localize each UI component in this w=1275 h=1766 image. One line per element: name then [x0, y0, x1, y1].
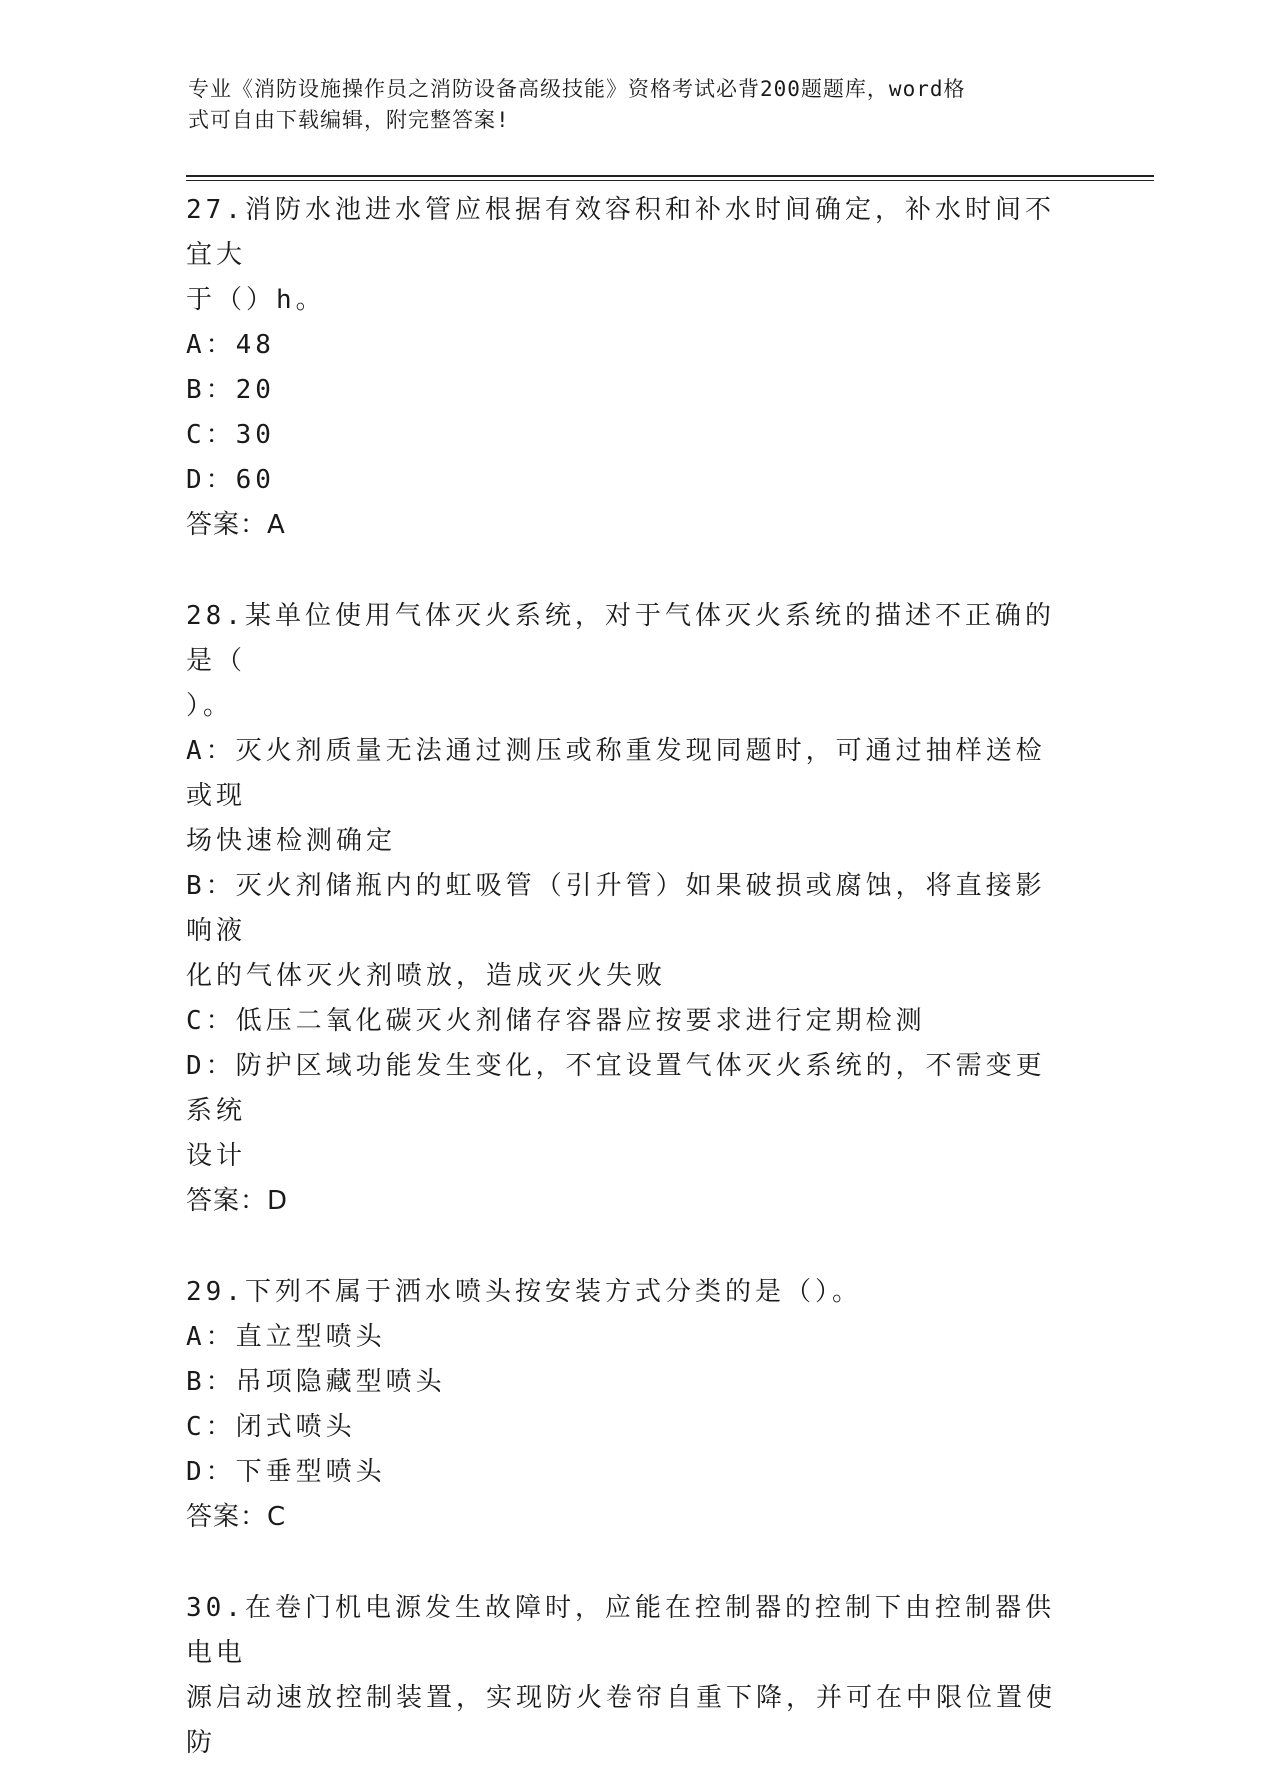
document-header: [188, 74, 1068, 136]
option-a: A：直立型喷头: [186, 1322, 386, 1352]
option-a-cont: 场快速检测确定: [186, 826, 397, 856]
option-b: B：灭火剂储瓶内的虹吸管（引升管）如果破损或腐蚀，将直接影响液: [186, 871, 1046, 946]
option-a: A：48: [186, 330, 275, 360]
option-d: D：60: [186, 465, 275, 495]
header-divider-thin: [186, 180, 1154, 181]
answer: 答案：A: [186, 510, 286, 540]
question-27: [186, 188, 1066, 548]
answer: 答案：C: [186, 1502, 287, 1532]
question-28: [186, 594, 1066, 1224]
option-d: D：下垂型喷头: [186, 1457, 386, 1487]
question-30: [186, 1586, 1066, 1766]
option-b-cont: 化的气体灭火剂喷放，造成灭火失败: [186, 961, 667, 991]
header-line-2: 式可自由下载编辑，附完整答案!: [188, 108, 510, 132]
option-a: A：灭火剂质量无法通过测压或称重发现同题时，可通过抽样送检或现: [186, 736, 1046, 811]
question-stem-line: ）。: [186, 691, 234, 721]
header-line-1: 专业《消防设施操作员之消防设备高级技能》资格考试必背200题题库，word格: [188, 77, 966, 101]
question-stem-line: 30.在卷门机电源发生故障时，应能在控制器的控制下由控制器供电电: [186, 1593, 1055, 1668]
question-stem-line: 27.消防水池进水管应根据有效容积和补水时间确定，补水时间不宜大: [186, 195, 1055, 270]
question-stem-line: 源启动速放控制装置，实现防火卷帘自重下降，并可在中限位置使防: [186, 1683, 1057, 1758]
question-29: [186, 1270, 1066, 1540]
question-stem-line: 于（）h。: [186, 285, 326, 315]
option-d-cont: 设计: [186, 1141, 247, 1171]
option-c: C：低压二氧化碳灭火剂储存容器应按要求进行定期检测: [186, 1006, 926, 1036]
question-list: [186, 188, 1066, 1766]
option-d: D：防护区域功能发生变化，不宜设置气体灭火系统的，不需变更系统: [186, 1051, 1046, 1126]
option-b: B：吊项隐藏型喷头: [186, 1367, 446, 1397]
question-stem-line: 28.某单位使用气体灭火系统，对于气体灭火系统的描述不正确的是（: [186, 601, 1055, 676]
option-c: C：闭式喷头: [186, 1412, 356, 1442]
option-b: B：20: [186, 375, 275, 405]
option-c: C：30: [186, 420, 275, 450]
header-divider-thick: [186, 175, 1154, 177]
question-stem-line: 29.下列不属于洒水喷头按安装方式分类的是（）。: [186, 1277, 862, 1307]
answer: 答案：D: [186, 1186, 289, 1216]
